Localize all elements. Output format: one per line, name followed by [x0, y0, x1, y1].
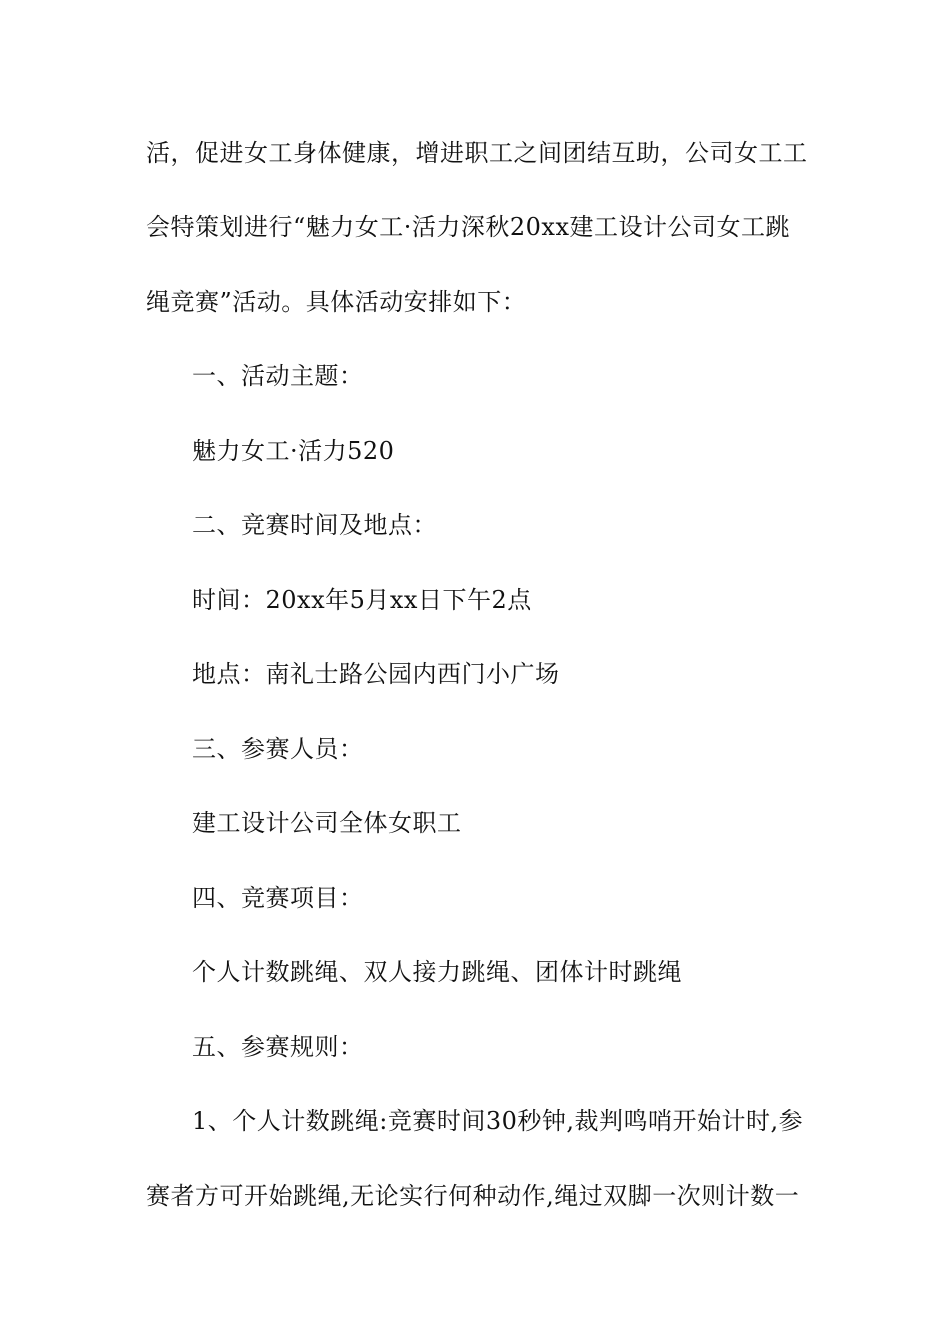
events-content: 个人计数跳绳、双人接力跳绳、团体计时跳绳	[192, 958, 682, 986]
participants-content: 建工设计公司全体女职工	[192, 809, 462, 837]
section-heading-participants: 三、参赛人员：	[192, 735, 364, 763]
intro-line-3: 绳竞赛”活动。具体活动安排如下：	[146, 288, 527, 316]
theme-content: 魅力女工·活力520	[192, 437, 395, 465]
time-content: 时间：20xx年5月xx日下午2点	[192, 586, 532, 614]
section-heading-time-place: 二、竞赛时间及地点：	[192, 511, 437, 539]
section-heading-events: 四、竞赛项目：	[192, 884, 364, 912]
rule1-line-2: 赛者方可开始跳绳,无论实行何种动作,绳过双脚一次则计数一	[146, 1182, 800, 1210]
rule1-line-1: 1、个人计数跳绳:竞赛时间30秒钟,裁判鸣哨开始计时,参	[192, 1107, 804, 1135]
place-content: 地点：南礼士路公园内西门小广场	[192, 660, 560, 688]
intro-line-1: 活，促进女工身体健康，增进职工之间团结互助，公司女工工	[146, 139, 808, 167]
intro-line-2: 会特策划进行“魅力女工·活力深秋20xx建工设计公司女工跳	[146, 213, 791, 241]
section-heading-rules: 五、参赛规则：	[192, 1033, 364, 1061]
section-heading-theme: 一、活动主题：	[192, 362, 364, 390]
